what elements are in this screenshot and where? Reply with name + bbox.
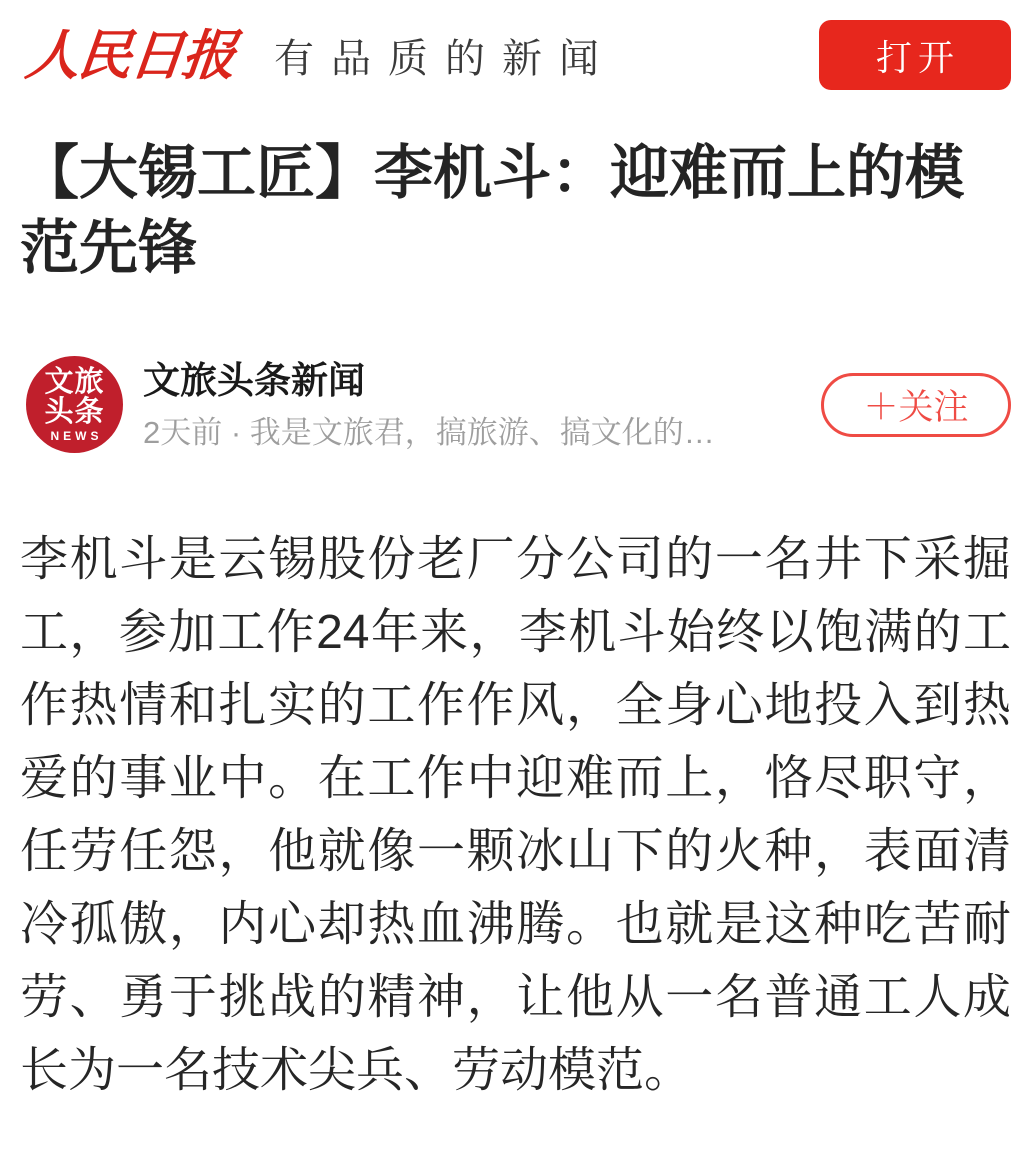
app-banner [0,0,1031,92]
avatar-text-news: NEWS [50,428,103,443]
author-card [26,356,1011,453]
author-avatar[interactable] [26,356,123,453]
banner-slogan: 有品质的新闻 [274,35,616,81]
avatar-text-line1: 文旅 [44,365,105,398]
author-meta [143,359,805,451]
follow-button[interactable]: ＋关注 [821,373,1011,437]
article-paragraph: 李机斗是云锡股份老厂分公司的一名井下采掘工，参加工作24年来，李机斗始终以饱满的工作热情和扎实的工作作风，全身心地投入到热爱的事业中。在工作中迎难而上，恪尽职守，任劳任怨，他就像一颗冰山下的火种，表面清冷孤傲，内心却热血沸腾。也就是这种吃苦耐劳、勇于挑战的精神，让他从一名普通工人成长为一名技术尖兵、劳动模范。 [20,533,1011,1097]
article-body [20,523,1011,1163]
avatar-text-line2: 头条 [44,395,105,428]
peoples-daily-logo: 人民日报 [22,23,238,87]
article-title: 【大锡工匠】李机斗：迎难而上的模范先锋 [20,140,965,281]
open-app-button[interactable]: 打开 [819,20,1011,90]
author-post-meta: 2天前 · 我是文旅君，搞旅游、搞文化的… [143,414,715,450]
author-name[interactable]: 文旅头条新闻 [143,359,365,401]
